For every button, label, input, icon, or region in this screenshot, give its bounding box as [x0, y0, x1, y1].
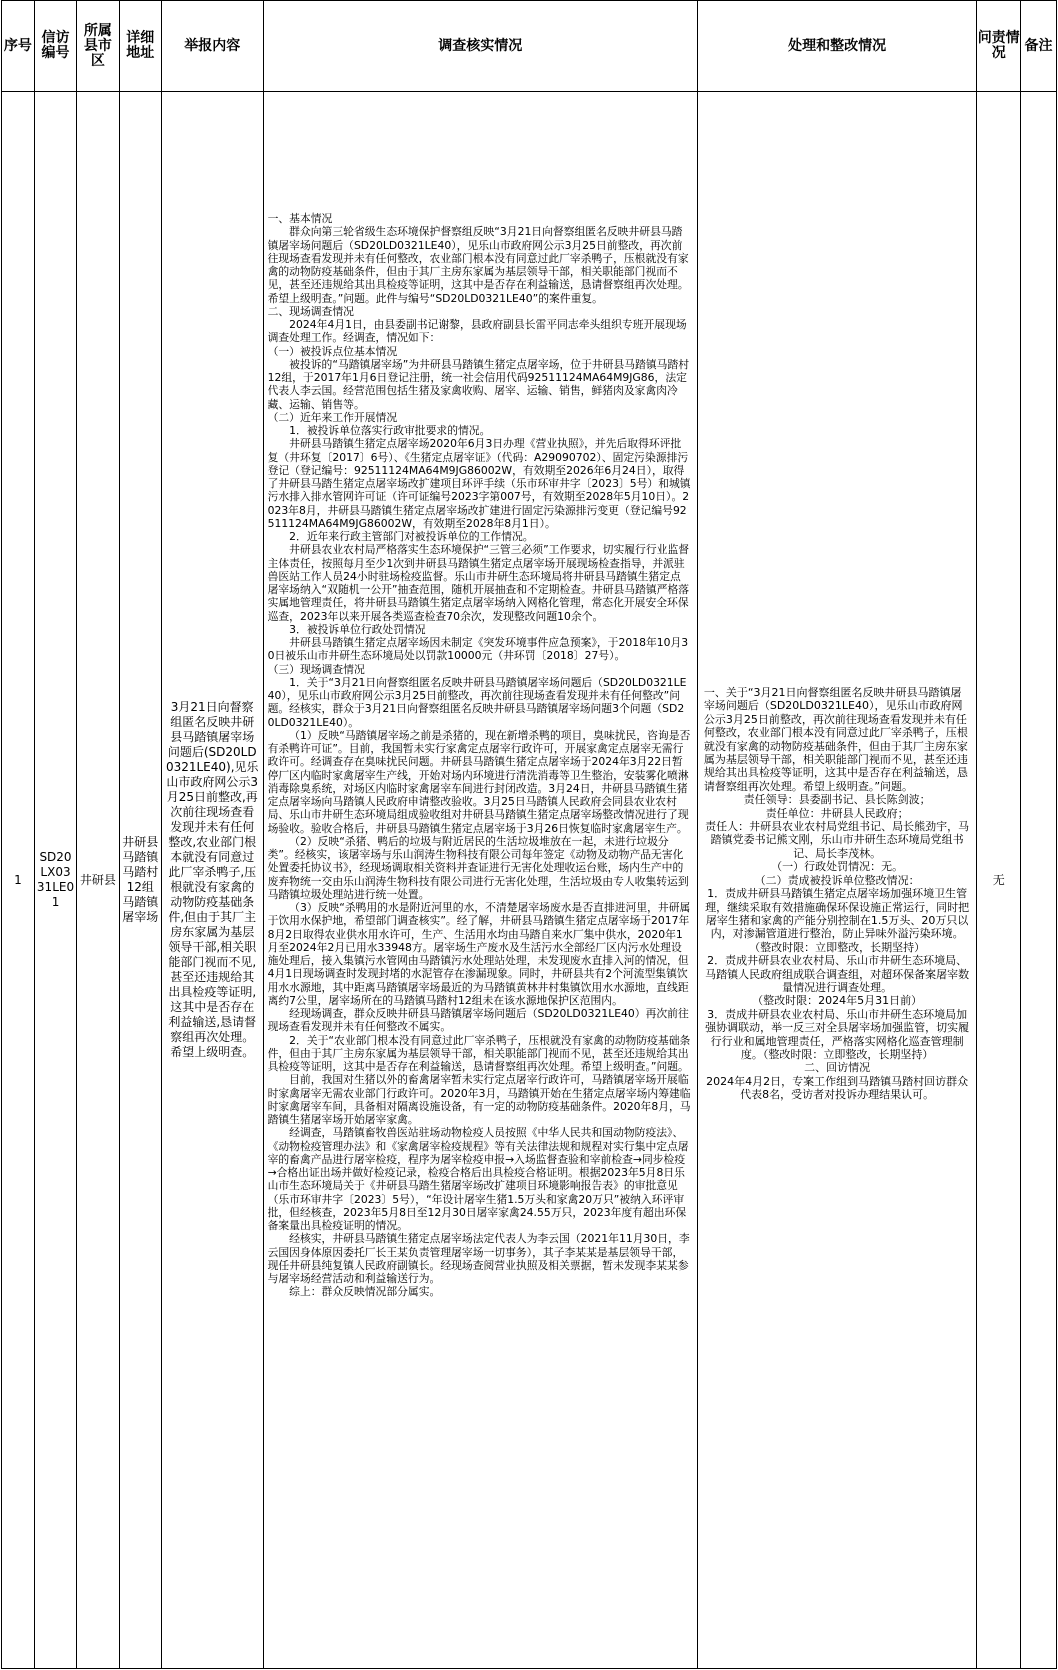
handling-paragraph: （整改时限：2024年5月31日前）	[752, 994, 923, 1008]
header-row	[2, 1, 1057, 92]
handling-paragraph: 责任领导：县委副书记、县长陈剑波；	[743, 793, 931, 807]
survey-paragraph: 群众向第三轮省级生态环境保护督察组反映“3月21日向督察组匿名反映井研县马踏镇屠宰场问题后（SD20LD0321LE40），见乐山市政府网公示3月25日前整改，再次前往现场查看发现并未有任何整改，农业部门根本没有同意过此厂宰杀鸭子，压根就没有家禽的动物防疫基础条件，但由于其厂主房东家属为基层领导干部，相关职能部门视而不见，甚至还违规给其出具检疫等证明，这其中是否存在利益输送，恳请督察组再次处理。希望上级明查。”问题。此件与编号“SD20LD0321LE40”的案件重复。	[267, 225, 689, 305]
handling-paragraph: （二）责成被投诉单位整改情况：	[754, 873, 920, 887]
header-address: 详细地址	[119, 1, 161, 92]
survey-paragraph: 经调查，马踏镇畜牧兽医站驻场动物检疫人员按照《中华人民共和国动物防疫法》、《动物检疫管理办法》和《家禽屠宰检疫规程》等有关法律法规和规程对实行集中定点屠宰的畜禽产品进行屠宰检疫，程序为屠宰检疫申报→入场监督查验和宰前检查→同步检疫→合格出证出场并做好检疫记录，检疫合格后出具检疫合格证明。根据2023年5月8日乐山市生态环境局关于《井研县马踏生猪屠宰场改扩建项目环境影响报告表》的审批意见（乐市环审井字〔2023〕5号），“年设计屠宰生猪1.5万头和家禽20万只”被纳入环评审批，但经核查，2023年5月8日至12月30日屠宰家禽24.55万只，2023年度有超出环保备案量出具检疫证明的情况。	[267, 1126, 689, 1232]
cell-remark	[1020, 92, 1056, 1669]
survey-paragraph: 井研县农业农村局严格落实生态环境保护“三管三必须”工作要求，切实履行行业监督主体责任，按照每月至少1次到井研县马踏镇生猪定点屠宰场开展现场检查指导，并派驻兽医站工作人员24小时驻场检疫监督。乐山市井研生态环境局将井研县马踏镇生猪定点屠宰场纳入“双随机一公开”抽查范围，随机开展抽查和不定期检查。井研县马踏镇严格落实属地管理责任，将井研县马踏镇生猪定点屠宰场纳入网格化管理，常态化开展安全环保巡查，2023年以来开展各类巡查检查70余次，发现整改问题10余个。	[267, 543, 690, 623]
survey-paragraph: 目前，我国对生猪以外的畜禽屠宰暂未实行定点屠宰行政许可，马踏镇屠宰场开展临时家禽屠宰无需农业部门行政许可。2020年3月，马踏镇开始在生猪定点屠宰场内筹建临时家禽屠宰车间，具备相对隔离设施设备，有一定的动物防疫基础条件。2020年8月，马踏镇生猪屠宰场开始屠宰家禽。	[267, 1073, 691, 1126]
survey-paragraph: 综上：群众反映情况部分属实。	[289, 1285, 441, 1299]
survey-paragraph: 一、基本情况	[267, 212, 333, 225]
survey-paragraphs	[268, 212, 691, 1299]
survey-paragraph: 二、现场调查情况	[267, 304, 354, 318]
header-survey: 调查核实情况	[263, 1, 697, 92]
survey-paragraph: 2．关于“农业部门根本没有同意过此厂宰杀鸭子，压根就没有家禽的动物防疫基础条件，但由于其厂主房东家属为基层领导干部，相关职能部门视而不见，甚至还违规给其出具检疫等证明，这其中是否存在利益输送，恳请督察组再次处理。希望上级明查。”问题。	[267, 1033, 691, 1073]
complaint-table	[1, 0, 1057, 1669]
survey-paragraph: 被投诉的“马踏镇屠宰场”为井研县马踏镇生猪定点屠宰场，位于井研县马踏镇马踏村12组，于2017年1月6日登记注册，统一社会信用代码92511124MA64M9JG86，法定代表人李云国。经营范围包括生猪及家禽收购、屠宰、运输、销售，鲜猪肉及家禽肉冷藏、运输、销售等。	[267, 357, 690, 411]
survey-paragraph: 井研县马踏镇生猪定点屠宰场因未制定《突发环境事件应急预案》，于2018年10月30日被乐山市井研生态环境局处以罚款10000元（井环罚〔2018〕27号）。	[267, 636, 689, 663]
handling-paragraph: 责任人：井研县农业农村局党组书记、局长熊劲宇，马踏镇党委书记熊文刚，乐山市井研生态环境局党组书记、局长李茂林。	[705, 820, 970, 860]
survey-paragraph: 井研县马踏镇生猪定点屠宰场2020年6月3日办理《营业执照》，并先后取得环评批复（井环复〔2017〕6号）、《生猪定点屠宰证》（代码：A29090702）、固定污染源排污登记（登记编号：92511124MA64M9JG86002W，有效期至2026年6月24日），取得了井研县马踏生猪定点屠宰场改扩建项目环评手续（乐市环审井字〔2023〕5号）和城镇污水排入排水管网许可证（许可证编号2023字第007号，有效期至2028年5月10日）。2023年8月，井研县马踏镇生猪定点屠宰场改扩建进行固定污染源排污变更（登记编号92511124MA64M9JG86002W，有效期至2028年8月1日）。	[267, 437, 691, 530]
header-code: 信访编号	[34, 1, 76, 92]
header-county: 所属县市区	[77, 1, 119, 92]
survey-paragraph: 经现场调查，群众反映井研县马踏镇屠宰场问题后（SD20LD0321LE40）再次前往现场查看发现并未有任何整改不属实。	[267, 1007, 689, 1034]
handling-paragraph: 二、回访情况	[804, 1061, 871, 1075]
handling-paragraph: 1．责成井研县马踏镇生猪定点屠宰场加强环境卫生管理，继续采取有效措施确保环保设施正常运行，同时把屠宰生猪和家禽的产能分别控制在1.5万头、20万只以内，对渗漏管道进行整治，防止异味外溢污染环境。（整改时限：立即整改，长期坚持）	[705, 887, 970, 954]
cell-report: 3月21日向督察组匿名反映井研县马踏镇屠宰场问题后(SD20LD0321LE40),见乐山市政府网公示3月25日前整改,再次前往现场查看发现并未有任何整改,农业部门根本就没有同意过此厂宰杀鸭子,压根就没有家禽的动物防疫基础条件,但由于其厂主房东家属为基层领导干部,相关职能部门视而不见,甚至还违规给其出具检疫等证明,这其中是否存在利益输送,恳请督察组再次处理。希望上级明查。	[161, 92, 263, 1669]
cell-seq: 1	[2, 92, 35, 1669]
survey-paragraph: 3．被投诉单位行政处罚情况	[289, 622, 426, 636]
survey-paragraph: （三）现场调查情况	[267, 662, 365, 676]
header-handling: 处理和整改情况	[697, 1, 977, 92]
handling-paragraph: 一、关于“3月21日向督察组匿名反映井研县马踏镇屠宰场问题后（SD20LD0321LE40），见乐山市政府网公示3月25日前整改，再次前往现场查看发现并未有任何整改，农业部门根本没有同意过此厂宰杀鸭子，压根就没有家禽的动物防疫基础条件，但由于其厂主房东家属为基层领导干部，相关职能部门视而不见，甚至还违规给其出具检疫等证明，这其中是否存在利益输送，恳请督察组再次处理。希望上级明查。”问题。	[703, 686, 968, 793]
handling-paragraph: 责任单位：井研县人民政府；	[765, 806, 909, 820]
survey-paragraph: 2024年4月1日，由县委副书记谢黎，县政府副县长雷平同志牵头组织专班开展现场调查处理工作。经调查，情况如下：	[267, 318, 687, 345]
header-accountability: 问责情况	[977, 1, 1020, 92]
cell-code: SD20LX0331LE01	[34, 92, 76, 1669]
survey-paragraph: （一）被投诉点位基本情况	[267, 344, 398, 358]
table-row	[2, 92, 1057, 1669]
survey-paragraph: （3）反映“杀鸭用的水是附近河里的水，不清楚屠宰场废水是否直排进河里，井研属于饮用水保护地，希望部门调查核实”。经了解，井研县马踏镇生猪定点屠宰场于2017年8月2日取得农业供水用水许可，生产、生活用水均由马踏自来水厂集中供水，2020年1月至2024年2月已用水33948方。屠宰场生产废水及生活污水全部经厂区内污水处理设施处理后，接入集镇污水管网由马踏镇污水处理站处理，未发现废水直排入河的情况，但4月1日现场调查时发现封堵的水泥管存在渗漏现象。同时，井研县共有2个河流型集镇饮用水水源地，其中距离马踏镇屠宰场最近的为马踏镇黄林井村集镇饮用水水源地，直线距离约7公里，屠宰场所在的马踏镇马踏村12组未在该水源地保护区范围内。	[267, 901, 691, 1007]
cell-county: 井研县	[77, 92, 119, 1669]
header-seq: 序号	[2, 1, 35, 92]
cell-handling	[697, 92, 977, 1669]
handling-paragraph: 3．责成井研县农业农村局、乐山市井研生态环境局加强协调联动，举一反三对全县屠宰场加强监管，切实履行行业和属地管理责任，严格落实网格化巡查管理制度。（整改时限：立即整改，长期坚持）	[705, 1007, 970, 1061]
header-report: 举报内容	[161, 1, 263, 92]
survey-paragraph: 经核实，井研县马踏镇生猪定点屠宰场法定代表人为李云国（2021年11月30日，李云国因身体原因委托厂长王某负责管理屠宰场一切事务），其子李某某是基层领导干部，现任井研县纯复镇人民政府副镇长。经现场查阅营业执照及相关票据，暂未发现李某某参与屠宰场经营活动和利益输送行为。	[267, 1232, 690, 1285]
cell-address: 井研县马踏镇马踏村12组马踏镇屠宰场	[119, 92, 161, 1669]
survey-paragraph: 2．近年来行政主管部门对被投诉单位的工作情况。	[289, 530, 534, 543]
cell-accountability: 无	[977, 92, 1020, 1669]
header-remark: 备注	[1020, 1, 1056, 92]
handling-paragraphs	[704, 686, 971, 1102]
survey-paragraph: 1．被投诉单位落实行政审批要求的情况。	[289, 424, 491, 437]
survey-paragraph: （2）反映“杀猪、鸭后的垃圾与附近居民的生活垃圾堆放在一起，未进行垃圾分类”。经核实，该屠宰场与乐山润涛生物科技有限公司每年签定《动物及动物产品无害化处置委托协议书》，经现场调取相关资料并查证进行无害化处理收运台账，场内生产中的废弃物统一交由乐山润涛生物科技有限公司进行无害化处理，生活垃圾由专人收集转运到马踏镇垃圾处理站进行统一处置。	[267, 834, 689, 901]
handling-paragraph: （一）行政处罚情况：无。	[771, 860, 904, 874]
survey-paragraph: 1．关于“3月21日向督察组匿名反映井研县马踏镇屠宰场问题后（SD20LD0321LE40），见乐山市政府网公示3月25日前整改，再次前往现场查看发现并未有任何整改”问题。经核实，群众于3月21日向督察组匿名反映井研县马踏镇屠宰场问题3个问题（SD20LD0321LE40）。	[267, 675, 687, 729]
survey-paragraph: （二）近年来工作开展情况	[267, 410, 398, 424]
survey-paragraph: （1）反映“马踏镇屠宰场之前是杀猪的，现在新增杀鸭的项目，臭味扰民，咨询是否有杀鸭许可证”。目前，我国暂未实行家禽定点屠宰行政许可，开展家禽定点屠宰无需行政许可。经调查存在臭味扰民问题。井研县马踏镇生猪定点屠宰场于2024年3月22日暂停厂区内临时家禽屠宰生产线，开始对场内环境进行清洗消毒等卫生整治，安装雾化喷淋消毒除臭系统，对场区内临时家禽屠宰车间进行封闭改造。3月24日，井研县马踏镇生猪定点屠宰场向马踏镇人民政府申请整改验收。3月25日马踏镇人民政府会同县农业农村局、乐山市井研生态环境局组成验收组对井研县马踏镇生猪定点屠宰场整改情况进行了现场验收。验收合格后，井研县马踏镇生猪定点屠宰场于3月26日恢复临时家禽屠宰生产。	[267, 728, 691, 835]
handling-paragraph: 2024年4月2日，专案工作组到马踏镇马踏村回访群众代表8名，受访者对投诉办理结果认可。	[706, 1074, 969, 1102]
handling-paragraph: 2．责成井研县农业农村局、乐山市井研生态环境局、马踏镇人民政府组成联合调查组，对超环保备案屠宰数量情况进行调查处理。	[705, 954, 970, 994]
cell-survey	[263, 92, 697, 1669]
